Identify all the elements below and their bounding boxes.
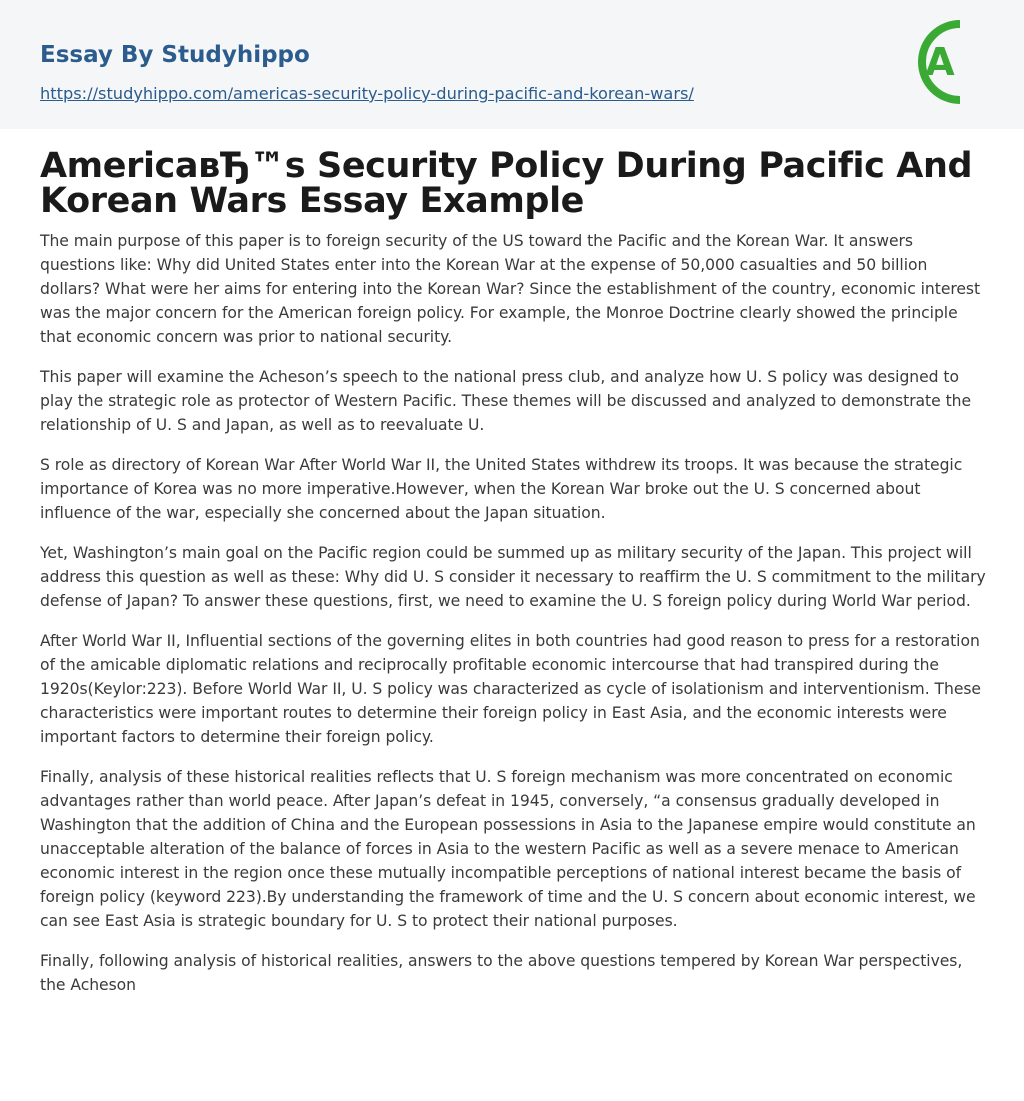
studyhippo-logo-icon[interactable] bbox=[902, 18, 990, 106]
paragraph: After World War II, Influential sections of the governing elites in both countries had good reason to press for a restoration of the amicable diplomatic relations and reciprocally profitable economic intercourse that had transpired during the 1920s(Keylor:223). Before World War II, U. S policy was characterized as cycle of isolationism and interventionism. These characteristics were important routes to determine their foreign policy in East Asia, and the economic interests were important factors to determine their foreign policy. bbox=[40, 632, 981, 746]
paragraph: S role as directory of Korean War After World War II, the United States withdrew its troops. It was because the strategic importance of Korea was no more imperative.However, when the Korean War broke out the U. S concerned about influence of the war, especially she concerned about the Japan situation. bbox=[40, 456, 963, 522]
paragraph: Finally, following analysis of historical realities, answers to the above questions tempered by Korean War perspectives, the Acheson bbox=[40, 952, 963, 994]
article-body bbox=[40, 229, 986, 1013]
paragraph: The main purpose of this paper is to foreign security of the US toward the Pacific and the Korean War. It answers questions like: Why did United States enter into the Korean War at the expense of 50,000 casualties and 50 billion dollars? What were her aims for entering into the Korean War? Since the establishment of the country, economic interest was the major concern for the American foreign policy. For example, the Monroe Doctrine clearly showed the principle that economic concern was prior to national security. bbox=[40, 232, 981, 346]
paragraph: Finally, analysis of these historical realities reflects that U. S foreign mechanism was more concentrated on economic advantages rather than world peace. After Japan’s defeat in 1945, conversely, “a consensus gradually developed in Washington that the addition of China and the European possessions in Asia to the Japanese empire would constitute an unacceptable alteration of the balance of forces in Asia to the western Pacific as well as a severe menace to American economic interest in the region once these mutually incompatible perceptions of national interest became the basis of foreign policy (keyword 223).By understanding the framework of time and the U. S concern about economic interest, we can see East Asia is strategic boundary for U. S to protect their national purposes. bbox=[40, 768, 976, 930]
site-header bbox=[0, 0, 1024, 129]
paragraph: Yet, Washington’s main goal on the Pacific region could be summed up as military security of the Japan. This project will address this question as well as these: Why did U. S consider it necessary to reaffirm the U. S commitment to the military defense of Japan? To answer these questions, first, we need to examine the U. S foreign policy during World War period. bbox=[40, 544, 986, 610]
page-title: AmericaвЂ™s Security Policy During Pacific And Korean Wars Essay Example bbox=[40, 146, 973, 221]
paragraph: This paper will examine the Acheson’s speech to the national press club, and analyze how U. S policy was designed to play the strategic role as protector of Western Pacific. These themes will be discussed and analyzed to demonstrate the relationship of U. S and Japan, as well as to reevaluate U. bbox=[40, 368, 972, 434]
source-url-link[interactable]: https://studyhippo.com/americas-security-policy-during-pacific-and-korean-wars/ bbox=[40, 84, 694, 103]
logo-letter: A bbox=[925, 40, 955, 84]
brand-title[interactable]: Essay By Studyhippo bbox=[40, 42, 310, 68]
